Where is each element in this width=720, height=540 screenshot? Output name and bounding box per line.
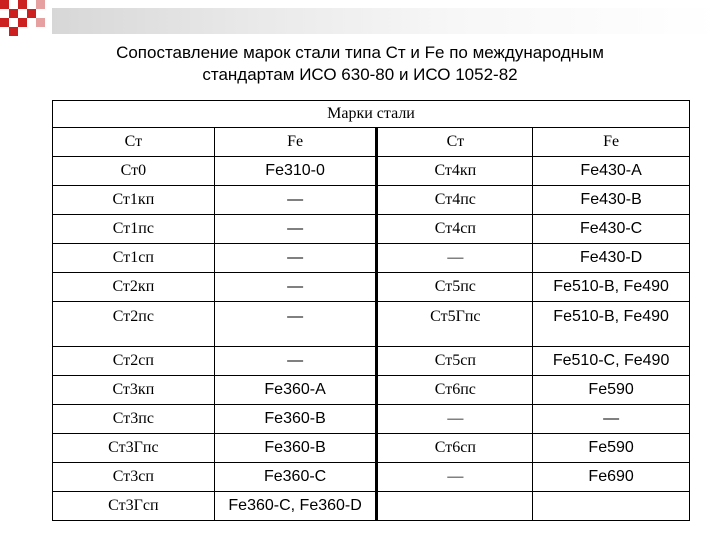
title-line-1: Сопоставление марок стали типа Ст и Fe по международным — [116, 43, 604, 62]
table-cell: Fe510-B, Fe490 — [533, 273, 690, 302]
table-row — [53, 434, 690, 463]
table-cell: Fe590 — [533, 434, 690, 463]
table-row — [53, 273, 690, 302]
table-cell: Ст0 — [53, 157, 215, 186]
table-cell: Fe510-B, Fe490 — [533, 302, 690, 347]
table-cell: Fe510-C, Fe490 — [533, 347, 690, 376]
table-cell — [533, 492, 690, 521]
table-cell: Ст2кп — [53, 273, 215, 302]
table-row — [53, 302, 690, 347]
table-cell: Ст3кп — [53, 376, 215, 405]
table-cell: — — [214, 186, 377, 215]
column-header: Fe — [214, 128, 377, 157]
checker-decoration — [0, 0, 52, 40]
table-cell: — — [214, 215, 377, 244]
table-cell: Fe360-C — [214, 463, 377, 492]
table-cell: Ст6сп — [377, 434, 533, 463]
table-cell: — — [214, 244, 377, 273]
steel-grades-table — [52, 100, 690, 521]
title-line-2: стандартам ИСО 630-80 и ИСО 1052-82 — [202, 65, 518, 84]
column-header: Ст — [53, 128, 215, 157]
table-cell: Ст2сп — [53, 347, 215, 376]
table-cell: Fe360-B — [214, 405, 377, 434]
table-cell: — — [377, 463, 533, 492]
table-cell: Ст5Гпс — [377, 302, 533, 347]
table-cell: Fe430-A — [533, 157, 690, 186]
table-row — [53, 215, 690, 244]
table-cell: Ст1кп — [53, 186, 215, 215]
table-row — [53, 463, 690, 492]
table-caption: Марки стали — [53, 101, 690, 128]
table-row — [53, 492, 690, 521]
table-cell: — — [377, 244, 533, 273]
table-cell: Ст1пс — [53, 215, 215, 244]
table-cell: — — [214, 347, 377, 376]
table-row — [53, 244, 690, 273]
table-cell: Ст2пс — [53, 302, 215, 347]
table-cell: — — [214, 302, 377, 347]
table-row — [53, 157, 690, 186]
table-cell: Ст4сп — [377, 215, 533, 244]
table-cell: Ст6пс — [377, 376, 533, 405]
table-cell: Fe360-B — [214, 434, 377, 463]
table-cell: Fe360-C, Fe360-D — [214, 492, 377, 521]
column-header: Fe — [533, 128, 690, 157]
table-cell: Fe430-C — [533, 215, 690, 244]
table-cell: — — [377, 405, 533, 434]
table-cell: Ст3Гпс — [53, 434, 215, 463]
table-cell: Fe690 — [533, 463, 690, 492]
table-row — [53, 405, 690, 434]
table-cell: Fe310-0 — [214, 157, 377, 186]
table-cell: Ст3Гсп — [53, 492, 215, 521]
table-cell: Fe590 — [533, 376, 690, 405]
table-cell: Ст4пс — [377, 186, 533, 215]
column-header: Ст — [377, 128, 533, 157]
table-cell: Fe430-D — [533, 244, 690, 273]
table-cell: Ст5сп — [377, 347, 533, 376]
table-cell: — — [533, 405, 690, 434]
table-row — [53, 347, 690, 376]
table-cell: Ст4кп — [377, 157, 533, 186]
table-cell: Fe430-B — [533, 186, 690, 215]
slide-title — [0, 42, 720, 86]
table-cell: Ст3пс — [53, 405, 215, 434]
table-cell: Ст5пс — [377, 273, 533, 302]
table-row — [53, 186, 690, 215]
table-cell: Ст3сп — [53, 463, 215, 492]
table-cell: Fe360-A — [214, 376, 377, 405]
table-cell: Ст1сп — [53, 244, 215, 273]
table-cell: — — [214, 273, 377, 302]
header-gradient-bar — [52, 8, 720, 34]
table-row — [53, 376, 690, 405]
table-cell — [377, 492, 533, 521]
